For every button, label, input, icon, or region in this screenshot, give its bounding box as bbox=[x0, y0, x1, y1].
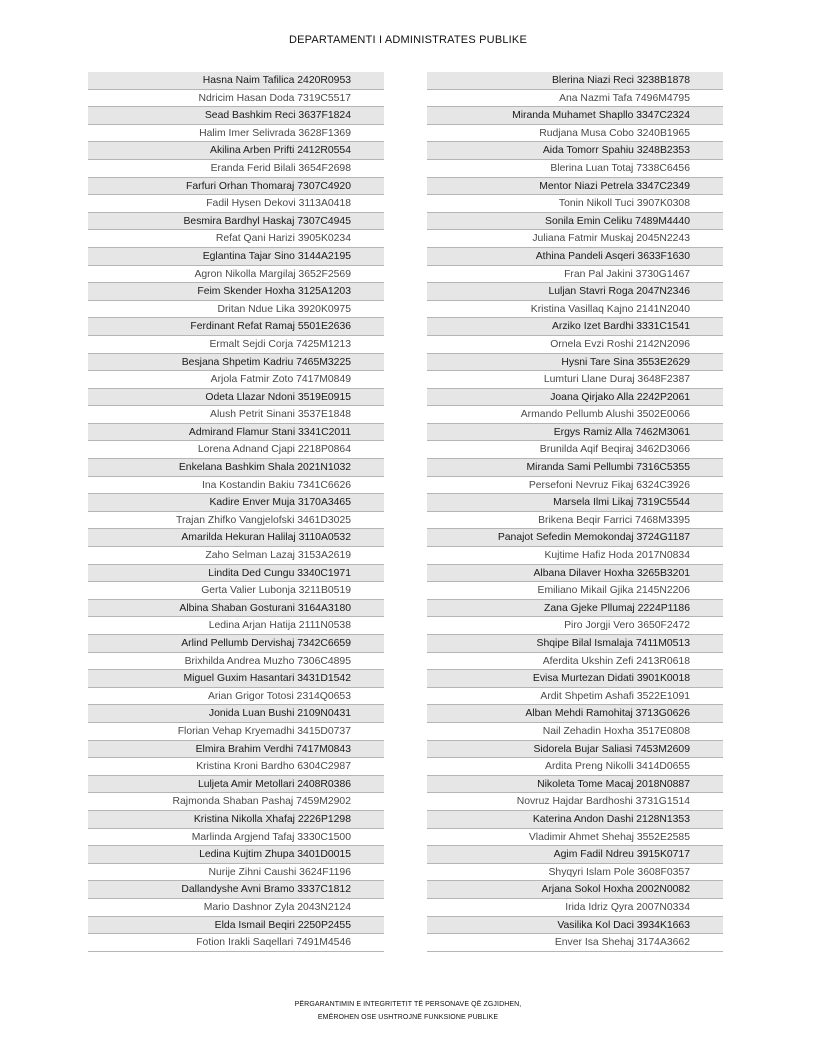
list-item: Nail Zehadin Hoxha 3517E0808 bbox=[427, 723, 723, 741]
list-item: Agim Fadil Ndreu 3915K0717 bbox=[427, 846, 723, 864]
list-item: Lorena Adnand Cjapi 2218P0864 bbox=[88, 441, 384, 459]
list-item: Lindita Ded Cungu 3340C1971 bbox=[88, 565, 384, 583]
list-item: Ndricim Hasan Doda 7319C5517 bbox=[88, 90, 384, 108]
list-item: Athina Pandeli Asqeri 3633F1630 bbox=[427, 248, 723, 266]
list-item: Ina Kostandin Bakiu 7341C6626 bbox=[88, 477, 384, 495]
list-item: Ornela Evzi Roshi 2142N2096 bbox=[427, 336, 723, 354]
list-item: Rajmonda Shaban Pashaj 7459M2902 bbox=[88, 793, 384, 811]
list-item: Vladimir Ahmet Shehaj 3552E2585 bbox=[427, 829, 723, 847]
list-item: Admirand Flamur Stani 3341C2011 bbox=[88, 424, 384, 442]
list-item: Sidorela Bujar Saliasi 7453M2609 bbox=[427, 741, 723, 759]
list-item: Brikena Beqir Farrici 7468M3395 bbox=[427, 512, 723, 530]
name-list-right-column bbox=[427, 72, 723, 952]
footer-note bbox=[0, 999, 816, 1024]
list-item: Hasna Naim Tafilica 2420R0953 bbox=[88, 72, 384, 90]
list-item: Hysni Tare Sina 3553E2629 bbox=[427, 354, 723, 372]
list-item: Evisa Murtezan Didati 3901K0018 bbox=[427, 670, 723, 688]
list-item: Ana Nazmi Tafa 7496M4795 bbox=[427, 90, 723, 108]
list-item: Emiliano Mikail Gjika 2145N2206 bbox=[427, 582, 723, 600]
list-item: Aferdita Ukshin Zefi 2413R0618 bbox=[427, 653, 723, 671]
list-item: Enver Isa Shehaj 3174A3662 bbox=[427, 934, 723, 952]
footer-line-2: EMËROHEN OSE USHTROJNË FUNKSIONE PUBLIKE bbox=[317, 1013, 499, 1021]
list-item: Kristina Kroni Bardho 6304C2987 bbox=[88, 758, 384, 776]
list-item: Armando Pellumb Alushi 3502E0066 bbox=[427, 406, 723, 424]
list-item: Brunilda Aqif Beqiraj 3462D3066 bbox=[427, 441, 723, 459]
list-item: Luljeta Amir Metollari 2408R0386 bbox=[88, 776, 384, 794]
list-item: Arjola Fatmir Zoto 7417M0849 bbox=[88, 371, 384, 389]
list-item: Farfuri Orhan Thomaraj 7307C4920 bbox=[88, 178, 384, 196]
list-item: Albana Dilaver Hoxha 3265B3201 bbox=[427, 565, 723, 583]
list-item: Ferdinant Refat Ramaj 5501E2636 bbox=[88, 318, 384, 336]
list-item: Amarilda Hekuran Halilaj 3110A0532 bbox=[88, 529, 384, 547]
list-item: Zana Gjeke Pllumaj 2224P1186 bbox=[427, 600, 723, 618]
list-item: Panajot Sefedin Memokondaj 3724G1187 bbox=[427, 529, 723, 547]
list-item: Zaho Selman Lazaj 3153A2619 bbox=[88, 547, 384, 565]
list-item: Agron Nikolla Margilaj 3652F2569 bbox=[88, 266, 384, 284]
list-item: Refat Qani Harizi 3905K0234 bbox=[88, 230, 384, 248]
list-item: Aida Tomorr Spahiu 3248B2353 bbox=[427, 142, 723, 160]
list-item: Ardit Shpetim Ashafi 3522E1091 bbox=[427, 688, 723, 706]
list-item: Odeta Llazar Ndoni 3519E0915 bbox=[88, 389, 384, 407]
list-item: Miguel Guxim Hasantari 3431D1542 bbox=[88, 670, 384, 688]
list-item: Eranda Ferid Bilali 3654F2698 bbox=[88, 160, 384, 178]
list-item: Dallandyshe Avni Bramo 3337C1812 bbox=[88, 881, 384, 899]
list-item: Tonin Nikoll Tuci 3907K0308 bbox=[427, 195, 723, 213]
list-item: Arlind Pellumb Dervishaj 7342C6659 bbox=[88, 635, 384, 653]
list-item: Halim Imer Selivrada 3628F1369 bbox=[88, 125, 384, 143]
list-item: Arziko Izet Bardhi 3331C1541 bbox=[427, 318, 723, 336]
list-item: Marsela Ilmi Likaj 7319C5544 bbox=[427, 494, 723, 512]
list-item: Elmira Brahim Verdhi 7417M0843 bbox=[88, 741, 384, 759]
list-item: Feim Skender Hoxha 3125A1203 bbox=[88, 283, 384, 301]
list-item: Fran Pal Jakini 3730G1467 bbox=[427, 266, 723, 284]
list-item: Ergys Ramiz Alla 7462M3061 bbox=[427, 424, 723, 442]
list-item: Nurije Zihni Caushi 3624F1196 bbox=[88, 864, 384, 882]
name-list-left-column bbox=[88, 72, 384, 952]
list-item: Piro Jorgji Vero 3650F2472 bbox=[427, 617, 723, 635]
list-item: Shyqyri Islam Pole 3608F0357 bbox=[427, 864, 723, 882]
list-item: Joana Qirjako Alla 2242P2061 bbox=[427, 389, 723, 407]
list-item: Luljan Stavri Roga 2047N2346 bbox=[427, 283, 723, 301]
list-item: Jonida Luan Bushi 2109N0431 bbox=[88, 705, 384, 723]
list-item: Besjana Shpetim Kadriu 7465M3225 bbox=[88, 354, 384, 372]
list-item: Besmira Bardhyl Haskaj 7307C4945 bbox=[88, 213, 384, 231]
list-item: Enkelana Bashkim Shala 2021N1032 bbox=[88, 459, 384, 477]
list-item: Blerina Niazi Reci 3238B1878 bbox=[427, 72, 723, 90]
list-item: Irida Idriz Qyra 2007N0334 bbox=[427, 899, 723, 917]
list-item: Persefoni Nevruz Fikaj 6324C3926 bbox=[427, 477, 723, 495]
list-item: Arjana Sokol Hoxha 2002N0082 bbox=[427, 881, 723, 899]
list-item: Shqipe Bilal Ismalaja 7411M0513 bbox=[427, 635, 723, 653]
list-item: Arian Grigor Totosi 2314Q0653 bbox=[88, 688, 384, 706]
list-item: Katerina Andon Dashi 2128N1353 bbox=[427, 811, 723, 829]
document-title: DEPARTAMENTI I ADMINISTRATES PUBLIKE bbox=[288, 34, 528, 46]
footer-line-1: PËRGARANTIMIN E INTEGRITETIT TË PERSONAVE QË ZGJIDHEN, bbox=[294, 1001, 522, 1008]
list-item: Dritan Ndue Lika 3920K0975 bbox=[88, 301, 384, 319]
list-item: Miranda Sami Pellumbi 7316C5355 bbox=[427, 459, 723, 477]
list-item: Kadire Enver Muja 3170A3465 bbox=[88, 494, 384, 512]
list-item: Mentor Niazi Petrela 3347C2349 bbox=[427, 178, 723, 196]
list-item: Ermalt Sejdi Corja 7425M1213 bbox=[88, 336, 384, 354]
list-item: Ardita Preng Nikolli 3414D0655 bbox=[427, 758, 723, 776]
list-item: Nikoleta Tome Macaj 2018N0887 bbox=[427, 776, 723, 794]
list-item: Albina Shaban Gosturani 3164A3180 bbox=[88, 600, 384, 618]
list-item: Ledina Kujtim Zhupa 3401D0015 bbox=[88, 846, 384, 864]
list-item: Blerina Luan Totaj 7338C6456 bbox=[427, 160, 723, 178]
list-item: Florian Vehap Kryemadhi 3415D0737 bbox=[88, 723, 384, 741]
list-item: Akilina Arben Prifti 2412R0554 bbox=[88, 142, 384, 160]
list-item: Brixhilda Andrea Muzho 7306C4895 bbox=[88, 653, 384, 671]
list-item: Lumturi Llane Duraj 3648F2387 bbox=[427, 371, 723, 389]
list-item: Fotion Irakli Saqellari 7491M4546 bbox=[88, 934, 384, 952]
list-item: Elda Ismail Beqiri 2250P2455 bbox=[88, 917, 384, 935]
list-item: Kristina Nikolla Xhafaj 2226P1298 bbox=[88, 811, 384, 829]
list-item: Alban Mehdi Ramohitaj 3713G0626 bbox=[427, 705, 723, 723]
list-item: Kujtime Hafiz Hoda 2017N0834 bbox=[427, 547, 723, 565]
list-item: Alush Petrit Sinani 3537E1848 bbox=[88, 406, 384, 424]
list-item: Mario Dashnor Zyla 2043N2124 bbox=[88, 899, 384, 917]
list-item: Trajan Zhifko Vangjelofski 3461D3025 bbox=[88, 512, 384, 530]
list-item: Sonila Emin Celiku 7489M4440 bbox=[427, 213, 723, 231]
list-item: Marlinda Argjend Tafaj 3330C1500 bbox=[88, 829, 384, 847]
list-item: Novruz Hajdar Bardhoshi 3731G1514 bbox=[427, 793, 723, 811]
list-item: Fadil Hysen Dekovi 3113A0418 bbox=[88, 195, 384, 213]
list-item: Ledina Arjan Hatija 2111N0538 bbox=[88, 617, 384, 635]
list-item: Sead Bashkim Reci 3637F1824 bbox=[88, 107, 384, 125]
list-item: Eglantina Tajar Sino 3144A2195 bbox=[88, 248, 384, 266]
list-item: Juliana Fatmir Muskaj 2045N2243 bbox=[427, 230, 723, 248]
list-item: Kristina Vasillaq Kajno 2141N2040 bbox=[427, 301, 723, 319]
list-item: Vasilika Kol Daci 3934K1663 bbox=[427, 917, 723, 935]
list-item: Miranda Muhamet Shapllo 3347C2324 bbox=[427, 107, 723, 125]
list-item: Gerta Valier Lubonja 3211B0519 bbox=[88, 582, 384, 600]
list-item: Rudjana Musa Cobo 3240B1965 bbox=[427, 125, 723, 143]
